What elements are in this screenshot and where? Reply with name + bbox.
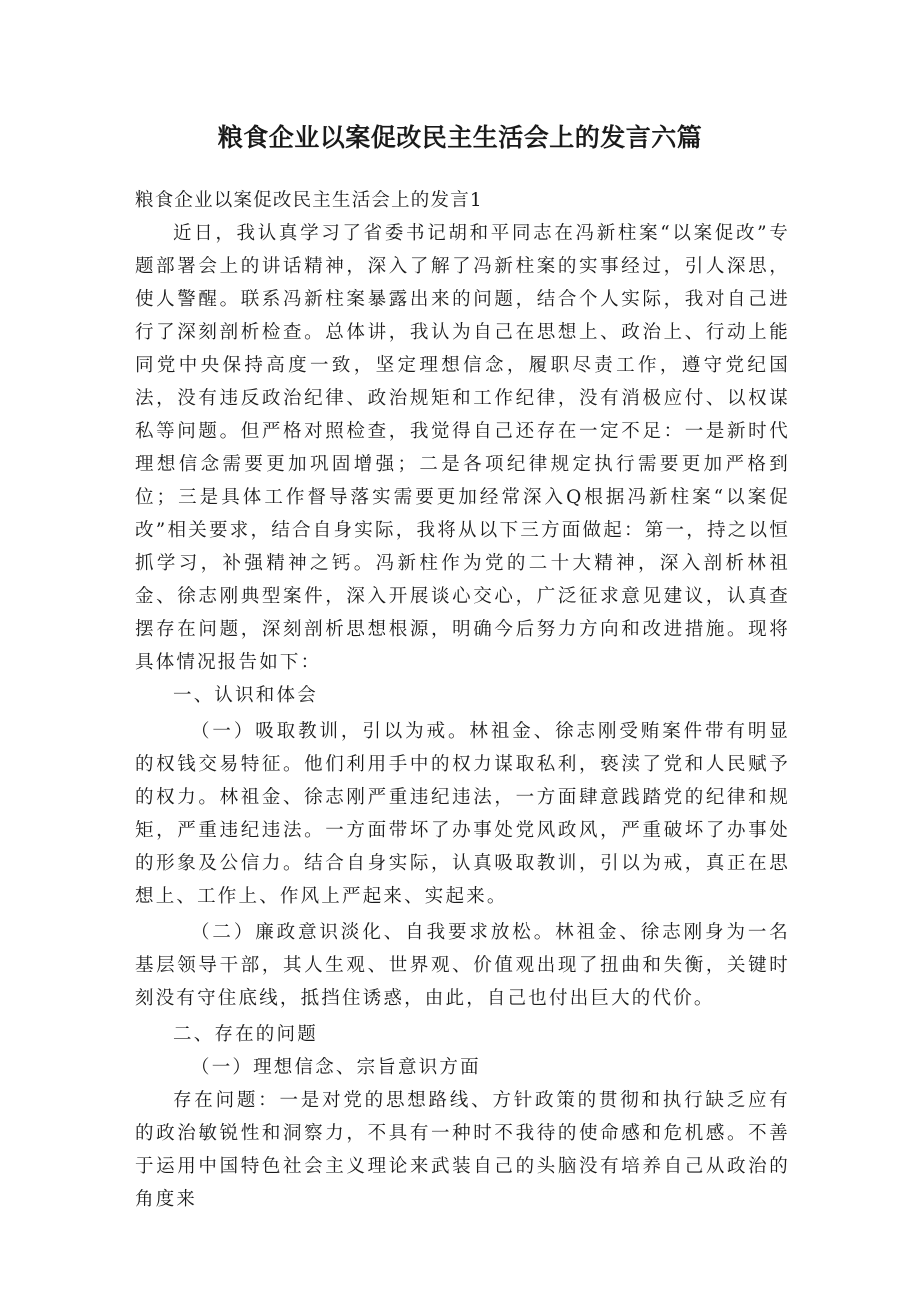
subsection-heading-ideals: （一）理想信念、宗旨意识方面 bbox=[191, 1057, 481, 1078]
intro-paragraph: 近日，我认真学习了省委书记胡和平同志在冯新柱案“以案促改”专题部署会上的讲话精神，深入了解了冯新柱案的实事经过，引人深思，使人警醒。联系冯新柱案暴露出来的问题，结合个人实际，我对自己进行了深刻剖析检查。总体讲，我认为自己在思想上、政治上、行动上能同党中央保持高度一致，坚定理想信念，履职尽责工作，遵守党纪国法，没有违反政治纪律、政治规矩和工作纪律，没有消极应付、以权谋私等问题。但严格对照检查，我觉得自己还存在一定不足：一是新时代理想信念需要更加巩固增强；二是各项纪律规定执行需要更加严格到位；三是具体工作督导落实需要更加经常深入Q根据冯新柱案“以案促改”相关要求，结合自身实际，我将从以下三方面做起：第一，持之以恒抓学习，补强精神之钙。冯新柱作为党的二十大精神，深入剖析林祖金、徐志刚典型案件，深入开展谈心交心，广泛征求意见建议，认真查摆存在问题，深刻剖析思想根源，明确今后努力方向和改进措施。现将具体情况报告如下： bbox=[135, 223, 790, 673]
document-body bbox=[135, 184, 790, 1216]
paragraph-integrity-awareness: （二）廉政意识淡化、自我要求放松。林祖金、徐志刚身为一名基层领导干部，其人生观、世界观、价值观出现了扭曲和失衡，关键时刻没有守住底线，抵挡住诱惑，由此，自己也付出巨大的代价。 bbox=[135, 922, 790, 1009]
document-title: 粮食企业以案促改民主生活会上的发言六篇 bbox=[217, 123, 703, 152]
paragraph-existing-problems: 存在问题：一是对党的思想路线、方针政策的贯彻和执行缺乏应有的政治敏锐性和洞察力，不具有一种时不我待的使命感和危机感。不善于运用中国特色社会主义理论来武装自己的头脑没有培养自己从政治的角度来 bbox=[135, 1090, 790, 1210]
paragraph-lessons: （一）吸取教训，引以为戒。林祖金、徐志刚受贿案件带有明显的权钱交易特征。他们利用手中的权力谋取私利，亵渎了党和人民赋予的权力。林祖金、徐志刚严重违纪违法，一方面肆意践踏党的纪律和规矩，严重违纪违法。一方面带坏了办事处党风政风，严重破坏了办事处的形象及公信力。结合自身实际，认真吸取教训，引以为戒，真正在思想上、工作上、作风上严起来、实起来。 bbox=[135, 721, 790, 907]
section-subtitle: 粮食企业以案促改民主生活会上的发言1 bbox=[135, 190, 483, 211]
section-heading-problems: 二、存在的问题 bbox=[173, 1024, 318, 1045]
section-heading-understanding: 一、认识和体会 bbox=[173, 685, 318, 706]
